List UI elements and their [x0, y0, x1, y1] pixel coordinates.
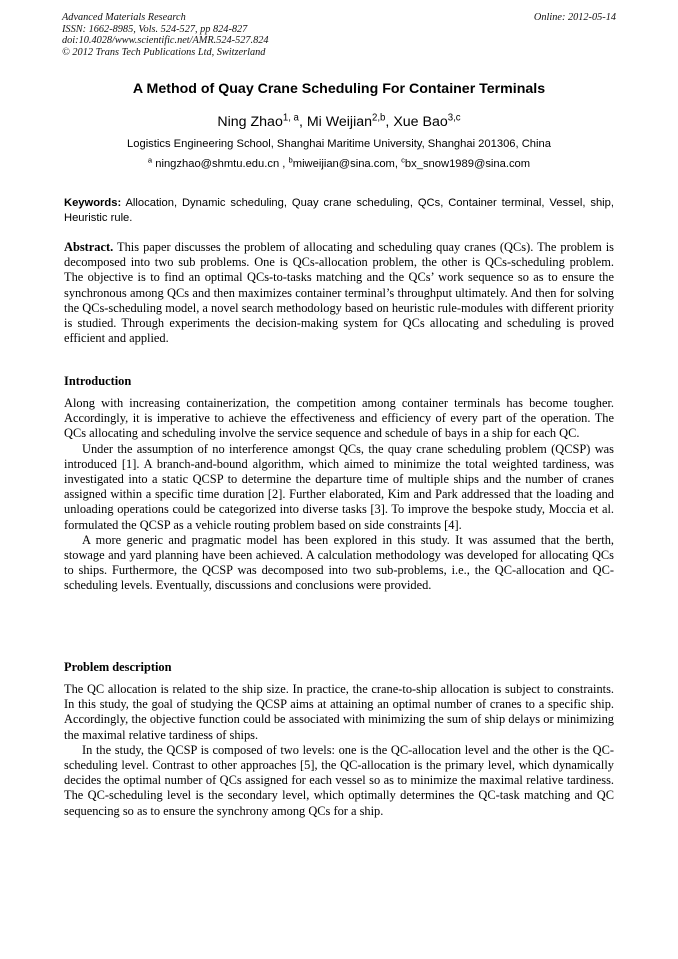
section-heading-problem-description: Problem description [64, 660, 172, 674]
paragraph: Under the assumption of no interference amongst QCs, the quay crane scheduling problem (QCSP) was introduced [1]. A branch-and-bound algorithm, which aimed to minimize the total weighted tardiness, was investigated into a static QCSP to determine the departure time of multiple ships and the number of cranes assigned within a specific time duration [2]. Further elaborated, Kim and Park addressed that the loading and unloading operations could be categorized into diverse tasks [3]. To improve the bespoke study, Moccia et al. formulated the QCSP as a vehicle routing problem based on side constraints [4]. [64, 441, 614, 532]
abstract-label: Abstract. [64, 240, 114, 254]
paper-title: A Method of Quay Crane Scheduling For Container Terminals [132, 81, 546, 97]
doi-line: doi:10.4028/www.scientific.net/AMR.524-527.824 [62, 35, 269, 47]
author-separator: , [298, 114, 307, 130]
paragraph: A more generic and pragmatic model has been explored in this study. It was assumed that the berth, stowage and yard planning have been achieved. A calculation methodology was developed for allocating QCs to ships. Furthermore, the QCSP was decomposed into two sub-problems, i.e., the QC-allocation and QC-scheduling levels. Eventually, discussions and conclusions were provided. [64, 532, 614, 593]
email-link: bx_snow1989@sina.com [404, 158, 531, 170]
author-affil-mark: 1, a [282, 112, 299, 124]
email-link: ningzhao@shmtu.edu.cn , [152, 158, 289, 170]
journal-header [62, 12, 616, 58]
author-separator: , [385, 114, 394, 130]
abstract [64, 240, 614, 346]
paragraph: The QC allocation is related to the ship size. In practice, the crane-to-ship allocation is subject to constraints. In this study, the goal of studying the QCSP aims at attaining an optimal number of cranes to a specific ship. Accordingly, the objective function could be associated with minimizing the sum of ship delays or minimizing the maximal relative tardiness of ships. [64, 682, 614, 742]
paragraph: In the study, the QCSP is composed of two levels: one is the QC-allocation level and the other is the QC-scheduling level. Contrast to other approaches [5], the QC-allocation is the primary level, which dynamically decides the optimal number of QCs assigned for each vessel so as to minimize the maximal relative tardiness. The QC-scheduling level is the secondary level, which optimally determines the QC-task matching and QC sequencing so as to ensure the synchrony among QCs for a ship. [64, 742, 614, 818]
keywords-label: Keywords: [64, 197, 122, 209]
keywords-text: Allocation, Dynamic scheduling, Quay crane scheduling, QCs, Container terminal, Vessel, ship, Heuristic rule. [64, 197, 614, 224]
online-date: Online: 2012-05-14 [533, 12, 616, 23]
section-heading-introduction: Introduction [64, 374, 132, 388]
keywords [64, 196, 614, 226]
author-name: Ning Zhao [217, 114, 283, 130]
author-affil-mark: 2,b [372, 112, 386, 124]
paragraph: Along with increasing containerization, the competition among container terminals has become tougher. Accordingly, it is imperative to achieve the effectiveness and efficiency of every part of the operation. The QCs allocating and scheduling involve the service sequence and schedule of bays in a ship for each QC. [64, 396, 614, 441]
journal-name: Advanced Materials Research [62, 12, 186, 23]
abstract-text: This paper discusses the problem of allocating and scheduling quay cranes (QCs). The problem is decomposed into two sub problems. One is QCs-allocation problem, the other is QCs-scheduling problem. The objective is to find an optimal QCs-to-tasks matching and the QCs’ work sequence so as to ensure the synchronous among QCs and then maximizes container terminal’s throughput ultimately. And then for solving the QCs-scheduling model, a novel search methodology based on heuristic rule-modules with different priority is studied. Through experiments the decision-making system for QCs allocating and scheduling is proved efficient and applied. [64, 240, 614, 346]
problem-body [64, 682, 614, 819]
author-affil-mark: 3,c [447, 112, 461, 124]
author-name: Mi Weijian [306, 114, 373, 130]
email-list [0, 155, 678, 170]
email-mark: a [147, 155, 153, 165]
introduction-body [64, 396, 614, 594]
email-mark: b [288, 155, 293, 165]
author-list [0, 114, 678, 130]
author-name: Xue Bao [393, 114, 448, 130]
email-mark: c [401, 155, 405, 165]
issn-line: ISSN: 1662-8985, Vols. 524-527, pp 824-827 [62, 23, 248, 35]
copyright-line: © 2012 Trans Tech Publications Ltd, Switzerland [62, 46, 266, 58]
email-link: miweijian@sina.com, [292, 158, 402, 170]
affiliation: Logistics Engineering School, Shanghai Maritime University, Shanghai 201306, China [127, 138, 551, 150]
